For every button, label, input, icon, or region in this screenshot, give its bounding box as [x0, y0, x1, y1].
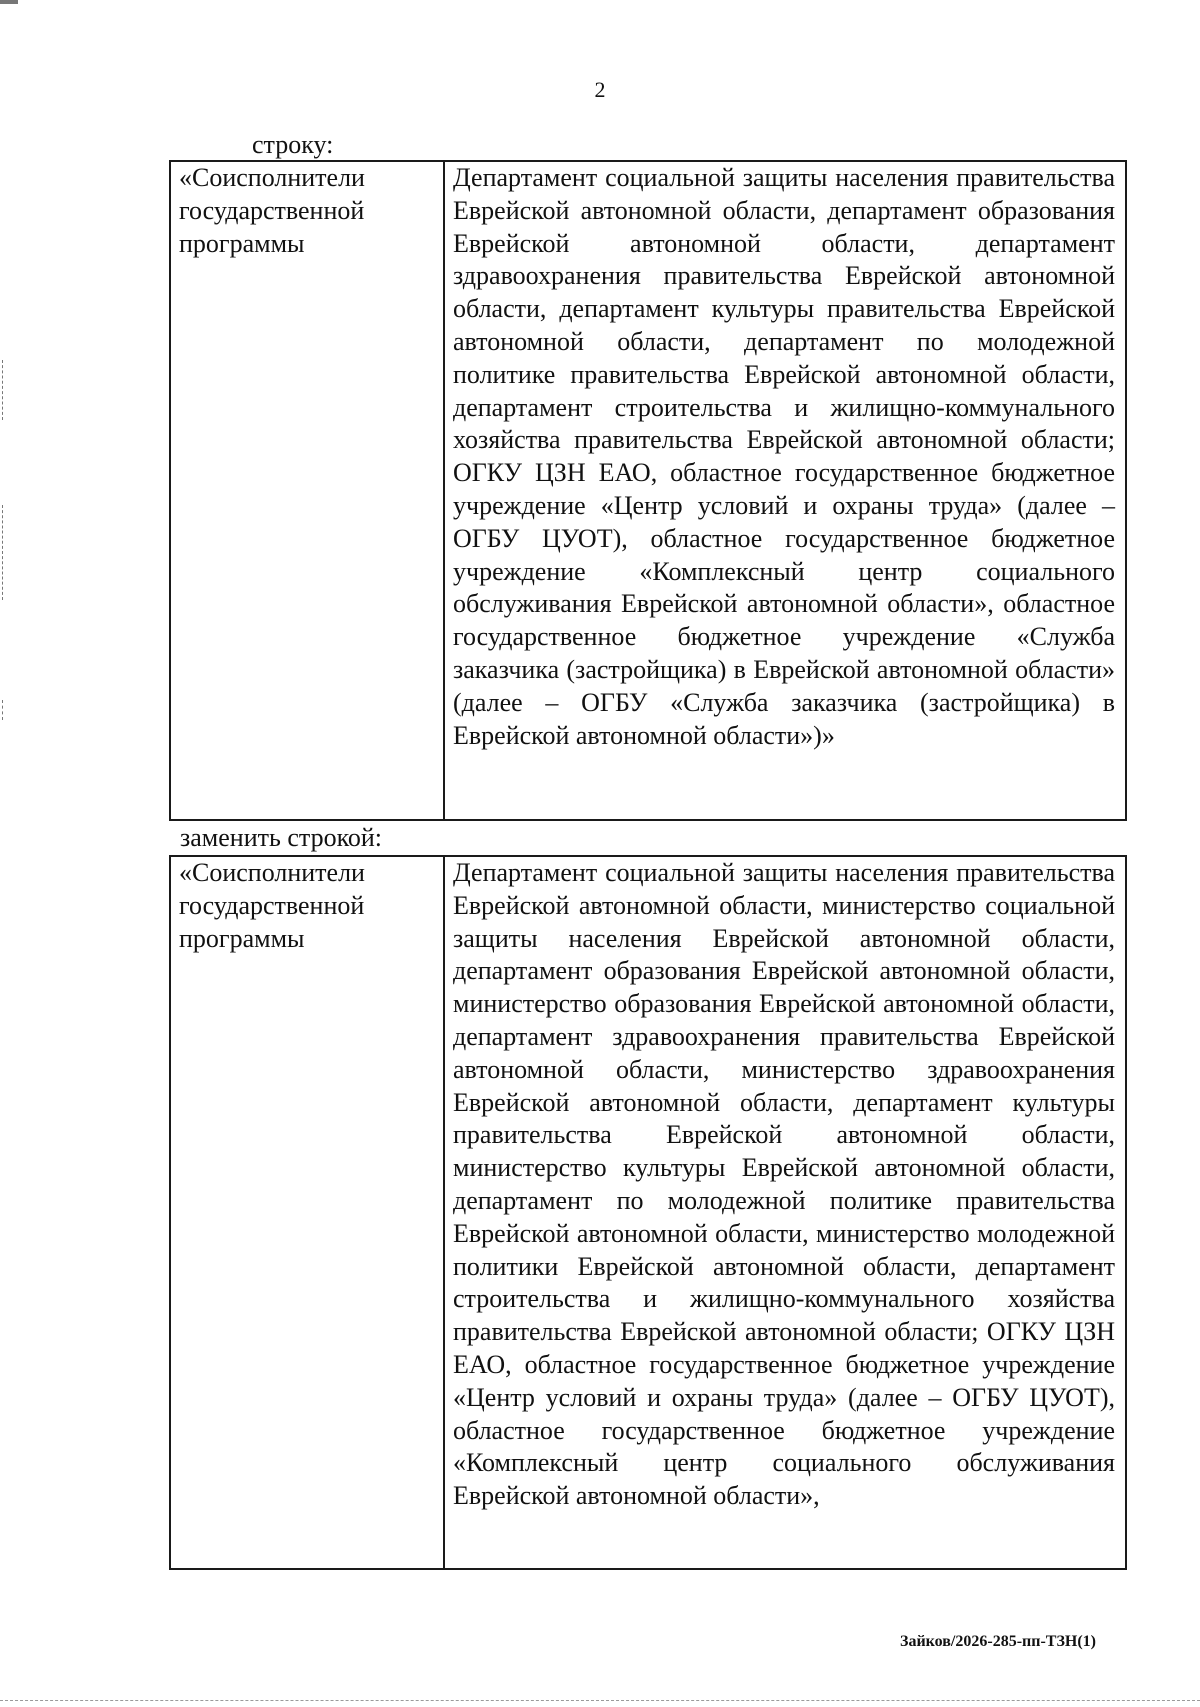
margin-mark: [2, 505, 5, 600]
original-row-table: [169, 160, 1127, 821]
page-number: 2: [594, 77, 606, 102]
row-content-cell: Департамент социальной защиты населения правительства Еврейской автономной области, департамент образования Еврейской автономной области, департамент здравоохранения правительства Еврейской автономной области, департамент культуры правительства Еврейской автономной области, департамент по молодежной политике правительства Еврейской автономной области, департамент строительства и жилищно-коммунального хозяйства правительства Еврейской автономной области; ОГКУ ЦЗН ЕАО, областное государственное бюджетное учреждение «Центр условий и охраны труда» (далее – ОГБУ ЦУОТ), областное государственное бюджетное учреждение «Комплексный центр социального обслуживания Еврейской автономной области», областное государственное бюджетное учреждение «Служба заказчика (застройщика) в Еврейской автономной области» (далее – ОГБУ «Служба заказчика (застройщика) в Еврейской автономной области»)»: [444, 161, 1126, 820]
scan-bottom-edge: [0, 1700, 1200, 1703]
scan-edge-mark: [0, 0, 18, 4]
table-row: [170, 161, 1126, 820]
margin-mark: [2, 360, 5, 420]
intro-replace-row: строку:: [252, 130, 334, 159]
intro-new-row: заменить строкой:: [180, 823, 383, 852]
row-content-cell: Департамент социальной защиты населения правительства Еврейской автономной области, министерство социальной защиты населения Еврейской автономной области, департамент образования Еврейской автономной области, министерство образования Еврейской автономной области, департамент здравоохранения правительства Еврейской автономной области, министерство здравоохранения Еврейской автономной области, департамент культуры правительства Еврейской автономной области, министерство культуры Еврейской автономной области, департамент по молодежной политике правительства Еврейской автономной области, министерство молодежной политики Еврейской автономной области, департамент строительства и жилищно-коммунального хозяйства правительства Еврейской автономной области; ОГКУ ЦЗН ЕАО, областное государственное бюджетное учреждение «Центр условий и охраны труда» (далее – ОГБУ ЦУОТ), областное государственное бюджетное учреждение «Комплексный центр социального обслуживания Еврейской автономной области»,: [444, 856, 1126, 1569]
replacement-row-table: [169, 855, 1127, 1570]
row-label-cell: «Соисполнители государственной программы: [170, 161, 444, 820]
document-code: Зайков/2026-285-пп-ТЗН(1): [900, 1633, 1096, 1650]
table-row: [170, 856, 1126, 1569]
row-label-cell: «Соисполнители государственной программы: [170, 856, 444, 1569]
margin-mark: [2, 700, 5, 720]
